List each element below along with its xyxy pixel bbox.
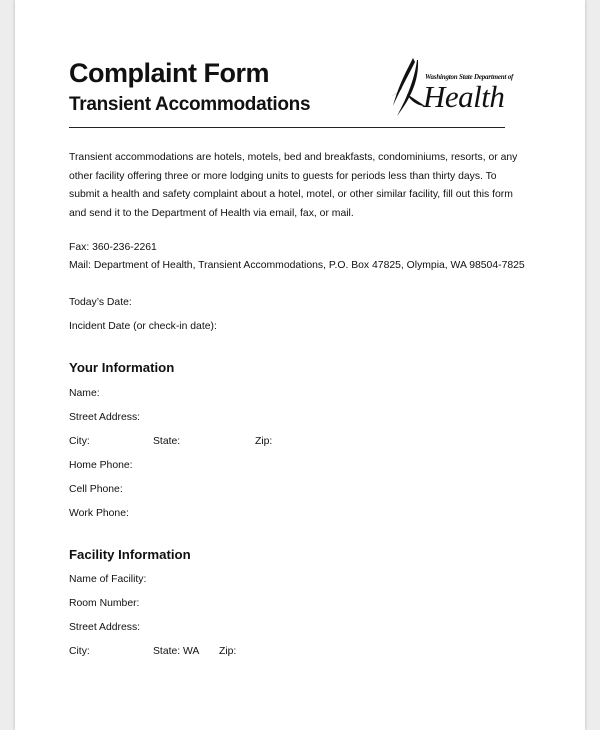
your-state-label: State: xyxy=(153,436,181,447)
facility-street-address-label: Street Address: xyxy=(69,622,141,633)
health-department-logo xyxy=(387,56,514,120)
facility-zip-label: Zip: xyxy=(219,646,237,657)
your-zip-label: Zip: xyxy=(255,436,273,447)
room-number-label: Room Number: xyxy=(69,598,140,609)
document-page xyxy=(15,0,585,730)
work-phone-label: Work Phone: xyxy=(69,508,129,519)
cell-phone-label: Cell Phone: xyxy=(69,484,123,495)
header-divider xyxy=(69,127,505,128)
your-city-label: City: xyxy=(69,436,90,447)
fax-line: Fax: 360-236-2261 xyxy=(69,242,157,253)
form-title: Complaint Form xyxy=(69,58,269,88)
logo-health-text: Health xyxy=(423,79,505,114)
your-information-heading: Your Information xyxy=(69,360,175,375)
incident-date-label: Incident Date (or check-in date): xyxy=(69,321,217,332)
logo-organization-text: Washington State Department of xyxy=(425,73,514,81)
form-subtitle: Transient Accommodations xyxy=(69,94,311,115)
your-street-address-label: Street Address: xyxy=(69,412,141,423)
facility-state-value: WA xyxy=(183,646,200,657)
facility-name-label: Name of Facility: xyxy=(69,574,147,585)
facility-information-heading: Facility Information xyxy=(69,547,191,562)
home-phone-label: Home Phone: xyxy=(69,460,133,471)
wheat-leaf-icon xyxy=(387,56,427,120)
intro-paragraph: Transient accommodations are hotels, motels, bed and breakfasts, condominiums, resorts, or any other facility offering three or more lodging units to guests for periods less than thirty days. To submit a health and safety complaint about a hotel, motel, or other similar facility, fill out this form and send it to the Department of Health via email, fax, or mail. xyxy=(69,152,518,219)
facility-state-label: State: xyxy=(153,646,181,657)
your-name-label: Name: xyxy=(69,388,100,399)
todays-date-label: Today’s Date: xyxy=(69,297,132,308)
mail-line: Mail: Department of Health, Transient Accommodations, P.O. Box 47825, Olympia, WA 98504-7825 xyxy=(69,260,525,271)
facility-city-label: City: xyxy=(69,646,90,657)
